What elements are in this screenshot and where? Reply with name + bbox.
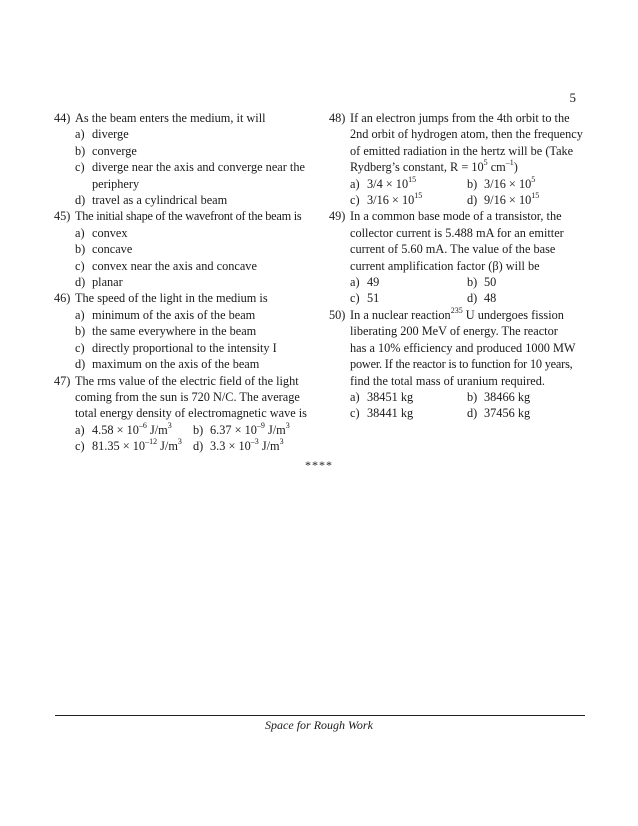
page-number: 5 (569, 90, 576, 105)
option-d: d) $3.3 \times 10^{-3}$ $J/m^3$ (193, 437, 284, 454)
option-d: d) 48 (467, 291, 497, 306)
question-number: 46) (54, 291, 71, 306)
options-row-ab (350, 176, 584, 192)
question-text: In a nuclear reaction$^{235}$ U undergoes fission liberating 200 MeV of energy. The reactor has a 10% efficiency and produced 1000 MW power. If the reactor is to function for 10 years, find the total mass of uranium required. (350, 305, 576, 388)
question-number: 49) (329, 209, 346, 224)
question-number: 50) (329, 307, 346, 322)
option-a: a) convex (75, 225, 128, 240)
options-row-cd (350, 405, 584, 421)
option-a: a) 49 (350, 275, 380, 290)
option-b: b) the same everywhere in the beam (75, 324, 257, 339)
footer-text: Space for Rough Work (265, 718, 373, 732)
question-text: The initial shape of the wavefront of the beam is (75, 209, 302, 224)
option-c: c) 38441 kg (350, 406, 414, 421)
option-b: b) 50 (467, 275, 497, 290)
option-c: c) directly proportional to the intensity I (75, 340, 277, 355)
option-a: a) $3/4 \times 10^{15}$ (350, 174, 417, 191)
question-46 (55, 290, 313, 372)
question-50 (330, 307, 584, 422)
option-a: a) 38451 kg (350, 389, 414, 404)
question-number: 44) (54, 111, 71, 125)
option-d: d) $9/16 \times 10^{15}$ (467, 190, 540, 208)
option-c: c) $3/16 \times 10^{15}$ (350, 190, 423, 208)
option-d: d) planar (75, 275, 123, 290)
option-c: c) diverge near the axis and converge near the periphery (75, 160, 305, 191)
left-column (55, 110, 313, 455)
question-text: As the beam enters the medium, it will (75, 111, 266, 125)
question-number: 45) (54, 209, 71, 224)
option-b: b) 38466 kg (467, 389, 531, 404)
footer-divider (55, 715, 585, 716)
question-text: The speed of the light in the medium is (75, 291, 268, 306)
option-a: a) minimum of the axis of the beam (75, 307, 256, 322)
question-text: The rms value of the electric field of the light coming from the sun is 720 N/C. The average total energy density of electromagnetic wave is (75, 373, 307, 421)
question-text: In a common base mode of a transistor, the collector current is 5.488 mA for an emitter current of 5.60 mA. The value of the base current amplification factor (β) will be (350, 209, 564, 273)
option-d: d) maximum on the axis of the beam (75, 357, 260, 372)
option-b: b) concave (75, 242, 133, 257)
question-text: If an electron jumps from the 4th orbit to the 2nd orbit of hydrogen atom, then the frequency of emitted radiation in the hertz will be (Take Rydberg’s constant, $R = 10^5$ $cm^{-1}$) (350, 111, 583, 175)
options-row-cd (350, 290, 584, 306)
question-48 (330, 110, 584, 208)
option-c: c) $81.35 \times 10^{-12}$ $J/m^3$ (75, 437, 182, 454)
question-44 (55, 110, 313, 208)
options-row-cd (350, 192, 584, 208)
option-b: b) $6.37 \times 10^{-9}$ $J/m^3$ (193, 420, 290, 437)
options-row-ab (350, 274, 584, 290)
end-marker: **** (305, 458, 333, 472)
options-row-ab (75, 422, 313, 438)
option-d: d) 37456 kg (467, 406, 531, 421)
option-a: a) $4.58 \times 10^{-6}$ $J/m^3$ (75, 420, 172, 437)
question-number: 48) (329, 111, 346, 125)
option-b: b) converge (75, 143, 137, 158)
option-d: d) travel as a cylindrical beam (75, 193, 228, 208)
question-number: 47) (54, 373, 71, 388)
question-47 (55, 373, 313, 455)
option-c: c) convex near the axis and concave (75, 258, 257, 273)
options-row-ab (350, 389, 584, 405)
question-49 (330, 208, 584, 306)
options-row-cd (75, 438, 313, 454)
option-a: a) diverge (75, 127, 129, 142)
question-45 (55, 208, 313, 290)
option-c: c) 51 (350, 291, 380, 306)
option-b: b) $3/16 \times 10^5$ (467, 174, 536, 191)
right-column (330, 110, 584, 422)
